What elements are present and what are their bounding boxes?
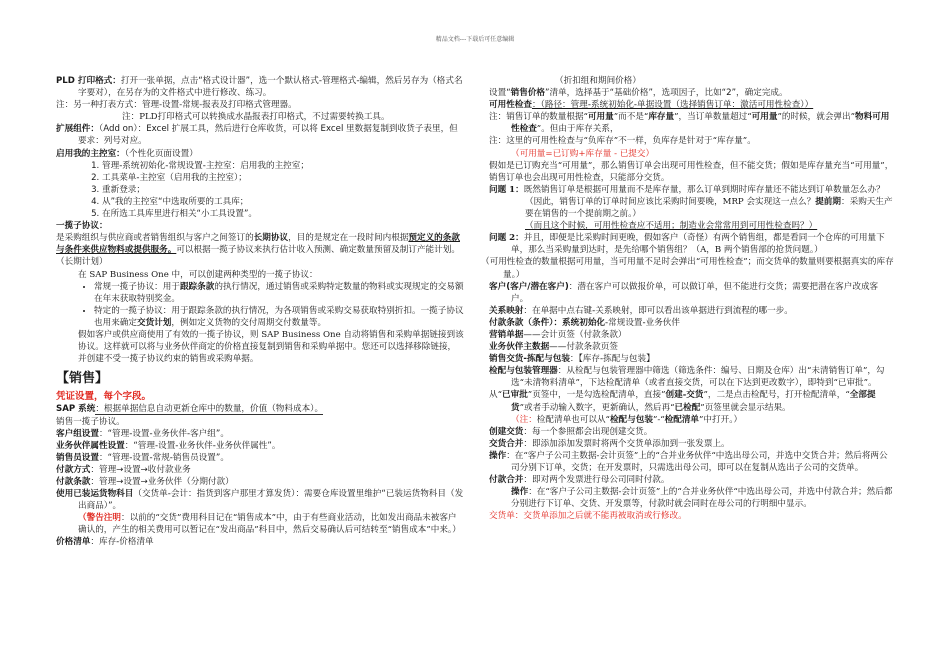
agreement-type-bold: 交货计划 <box>136 317 172 328</box>
home-steps-list <box>56 160 464 220</box>
sales-price-pre: 设置“ <box>489 88 511 99</box>
sales-item-text: ：管理→设置→业务伙伴（分期付款） <box>90 477 234 487</box>
sap-label: SAP 系统 <box>56 404 96 415</box>
sales-item-label: 销售员设置 <box>56 452 99 463</box>
pick-note-post: ”中打开。） <box>699 414 743 425</box>
home-step: 5. 在所选工具库里进行相关“小工具设置”。 <box>102 208 464 220</box>
sales-section-title: 【销售】 <box>56 371 109 387</box>
agreement-label: 一揽子协议： <box>56 221 108 232</box>
bp-master-line <box>489 341 894 353</box>
agreement-type-item <box>94 305 464 329</box>
from-bold: 全部提货 <box>511 390 876 413</box>
question-1-answer <box>489 196 894 220</box>
marketing-label: 营销单据 <box>489 329 524 340</box>
agreement-types-list <box>56 281 464 329</box>
pld-paragraph <box>56 75 464 99</box>
agreement-text-2: ，目的是规定在一段时间内根据 <box>288 233 409 244</box>
delivery-final-note: 交货单：交货单添加之后就不能再被取消或行修改。 <box>489 511 687 522</box>
agreement-definition <box>56 232 464 268</box>
sap-system-line <box>56 403 464 415</box>
note2-red: （可用量=已订购+库存量 - 已提交） <box>511 148 655 159</box>
pick-manager-text: ：从检配与包装管理器中筛选（筛选条件：编号、日期及仓库）出“未清销售订单”，勾选“未清物料清单”，下达检配清单（或者直接交货，可以在下达到更改数字），即特到“已审批”。 <box>511 366 885 389</box>
bp-label: 业务伙伴主数据 <box>489 342 550 353</box>
page-header: 精品文档---下载后可任意编辑 <box>435 36 515 43</box>
pld-text: 打开一张单据，点击“格式设计器”，选一个默认格式-管理格式-编辑，然后另存为（格式名字要对），在另存为的文件格式中进行修改、练习。 <box>78 76 463 99</box>
create-delivery-label: 创建交货 <box>489 426 524 437</box>
sales-item <box>56 416 464 428</box>
payment-terms-line <box>489 317 894 329</box>
pick-list-note <box>489 414 894 426</box>
payment-terms-label: 付款条款（条件）： <box>489 317 563 328</box>
pick-note-bold: 检配清单 <box>664 414 700 425</box>
from-bold: 创建-交货 <box>665 390 704 401</box>
sales-item-text: ：“管理-设置-业务伙伴-客户组”。 <box>98 428 229 439</box>
answer-post: ：采购天生产要在销售的一个提前期之前。） <box>525 196 893 220</box>
relation-label: 关系映射 <box>489 305 524 316</box>
agreement-type-bold: 跟踪条款 <box>179 281 215 292</box>
pick-label: 销售交货-拣配与包装 <box>489 354 570 365</box>
left-column <box>56 75 464 549</box>
pick-note-bold: 检配与包装 <box>609 414 653 425</box>
relation-text: ：在单据中点右键-关系映射，即可以看出该单据进行到流程的哪一步。 <box>523 305 793 316</box>
sales-item <box>56 464 464 476</box>
home-step: 3. 重新登录； <box>102 184 464 196</box>
note-bold: 物料可用性检查 <box>511 112 890 135</box>
note-mid: ”的时候，就会弹出” <box>777 112 855 123</box>
marketing-docs-line <box>489 329 894 341</box>
sales-item <box>56 452 464 464</box>
question-2-text: 并且，即便是比采购时间更晚，假如客户（奇怪）有两个销售组，都是看同一个仓库的可用量下单，那么当采购量到达时，是先给哪个销售组？（A，B 两个销售部的抢货问题。） <box>511 233 885 256</box>
operation-text: ：在“客户子公司主数据-会计页签”上的“合并业务伙伴“中选出母公司，并选中交货合并；然后将两公司分别下订单，交货；在开发票时，只需选出母公司，即可以在复制从选出子公司的交货单。 <box>506 450 888 473</box>
question-2 <box>489 232 894 256</box>
relation-map-line <box>489 305 894 317</box>
right-column <box>481 75 894 522</box>
home-label: 启用我的主控室： <box>56 148 125 159</box>
pld-label: PLD 打印格式： <box>56 76 121 86</box>
answer-bold: 提前期 <box>815 196 841 207</box>
hypothesis-note: 假如是已订购充当“可用量”，那么销售订单会出现可用性检查，但不能交货；假如是库存量充当“可用量”，销售订单也会出现可用性检查，只能部分交货。 <box>489 160 894 183</box>
extension-text: （Add on）：Excel 扩展工具，然后进行仓库收货，可以将 Excel 里数据复制到收货子表里，但要求：列号对应。 <box>78 124 458 147</box>
sales-item-label: 付款条款 <box>56 477 91 487</box>
price-label: 价格清单 <box>56 537 91 548</box>
create-delivery-line <box>489 426 894 438</box>
negative-stock-note <box>489 135 894 159</box>
pick-pack-line <box>489 353 894 365</box>
from-mid: ”，二是点击检配号，打开检配清单，“ <box>703 390 850 401</box>
sales-price-line <box>489 87 894 99</box>
availability-line <box>489 99 894 111</box>
home-step: 4. 从”我的主控室“中选取所要的工具库； <box>102 196 464 208</box>
caution-note <box>56 512 464 536</box>
note-bold: 可用量 <box>587 112 614 123</box>
create-delivery-text: ：每一个参照都会出现创建交货。 <box>523 426 653 437</box>
sales-item-text: 销售一揽子协议。 <box>56 416 125 427</box>
price-text: ：库存-价格清单 <box>90 537 154 548</box>
pick-manager-label: 检配与包装管理器 <box>489 366 558 377</box>
availability-label: 可用性检查 <box>489 100 532 111</box>
note-bold: 库存量 <box>648 112 675 123</box>
agreement-type-post: ，例如定义货物的交付周期交付数量等。 <box>171 317 327 328</box>
bp-text: ——付款条款页签 <box>549 342 618 353</box>
sales-item <box>56 440 464 452</box>
question-1 <box>489 184 894 196</box>
from-mid: ”或者手动输入数字，更新确认，然后再“ <box>519 402 675 413</box>
operation-line <box>489 450 894 474</box>
operation-2-line <box>489 486 894 510</box>
customer-line <box>489 281 894 305</box>
from-post: ”页签里就会显示结果。 <box>700 402 791 413</box>
sales-price-post: ”清单，选择基于“基础价格”，选项因子，比如“2”，确定完成。 <box>545 88 788 99</box>
note-pld-crystal: 注：PLD打印格式可以转换成水晶报表打印格式，不过需要转换工具。 <box>122 112 390 123</box>
caution-text: ：以前的“交货”费用科目记在“销售成本”中，由于有些商业活动，比如发出商品未被客户确认的，产生的相关费用可以暂记在“发出商品”科目中，然后交易确认后可结转至“销售成本”中来。） <box>78 513 461 536</box>
note-mid: ”，当订单数量超过“ <box>674 112 752 123</box>
note-bold: 可用量 <box>751 112 778 123</box>
from-pre: 从“ <box>489 390 502 401</box>
operation-label: 操作 <box>489 450 507 461</box>
extension-paragraph <box>56 123 464 147</box>
pick-note-text: 检配清单也可以从“ <box>536 414 610 425</box>
answer-pre: （因此，销售订单的订单时间应该比采购时间要晚，MRP 会实现这一点么？ <box>525 196 816 207</box>
sales-item-label: 付款方式 <box>56 464 91 475</box>
payment-merge-label: 付款合并 <box>489 475 524 486</box>
caution-label: （警告注明 <box>78 513 121 524</box>
note-mid: ”而不是“ <box>613 112 649 123</box>
agreement-text-3: 可以根据一揽子协议来执行估计收入预测、确定数量预留及制订产能计划。（长期计划） <box>56 245 460 268</box>
marketing-text: ——会计页签（付款条款） <box>523 329 627 340</box>
discount-group-line: （折扣组和期间价格） <box>555 76 641 86</box>
delivery-merge-line <box>489 438 894 450</box>
sales-item-label: 客户组设置 <box>56 428 99 439</box>
question-1-label: 问题 1： <box>489 184 524 195</box>
pick-text: ：【库存-拣配与包装】 <box>569 354 655 365</box>
approved-tab-line <box>489 389 894 413</box>
sales-item-label: 业务伙伴属性设置 <box>56 440 125 451</box>
question-1-text: 既然销售订单是根据可用量而不是库存量，那么订单到期时库存量还不能达到订单数量怎么办？ <box>523 184 885 195</box>
home-step: 2. 工具菜单-主控室（启用我的主控室）； <box>102 172 464 184</box>
from-mid: ”页签中，一是勾选检配清单，直接” <box>527 390 666 401</box>
sales-item <box>56 476 464 488</box>
question-2-label: 问题 2： <box>489 233 524 244</box>
agreement-type-item <box>94 281 464 305</box>
agreement-tail: 假如客户或供应商使用了有效的一揽子协议，则 SAP Business One 自动将销售和采购单据链接到该协议。这样就可以将与业务伙伴商定的价格直接复制到销售和采购单据中。您还可以选择移除链接，并创建不受一揽子协议约束的销售或采购单据。 <box>78 329 464 365</box>
agreement-type-pre: 特定的一揽子协议：用于跟踪条款的执行情况，为各项销售或采购交易获取特别折扣。一揽子协议也用来确定 <box>94 305 464 328</box>
pick-manager-line <box>489 365 894 389</box>
agreement-type-post: 的执行情况，通过销售或采购特定数量的物料或实现规定的交易额在年末获取特别奖金。 <box>94 281 464 304</box>
extension-label: 扩展组件： <box>56 124 99 135</box>
sales-item-text: ：“管理-设置-常规-销售员设置”。 <box>98 452 229 463</box>
delivery-merge-label: 交货合并 <box>489 438 524 449</box>
home-text: （个性化页面设置） <box>124 148 198 159</box>
operation-2-text: ：在“客户子公司主数据-会计页签”上的“合并业务伙伴“中选出母公司，并选中付款合并；然后都分别进行下订单、交货、开发票等，付款时就会同时在母公司的行明细中显示。 <box>511 487 893 510</box>
agreement-bold-1: 长期协议 <box>253 233 289 244</box>
sales-item <box>56 488 464 512</box>
customer-label: 客户(客户/潜在客户) <box>489 281 569 292</box>
note-pre: 注：销售订单的数量根据“ <box>489 112 588 123</box>
sales-item-label: 使用已装运货物科目 <box>56 489 134 500</box>
payment-merge-text: ：即对两个发票进行母公司同时付款。 <box>523 475 670 486</box>
note2-text: 注：这里的可用性检查与“负库存”不一样，负库存是针对于“库存量”。 <box>489 136 756 147</box>
cert-setting-title: 凭证设置，每个字段。 <box>56 391 152 403</box>
sales-price-bold: 销售价格 <box>510 88 546 99</box>
question-2-note: （可用性检查的数量根据可用量，当可用量不足时会弹出“可用性检查”；而交货单的数量则要根据真实的库存量。） <box>481 257 894 280</box>
sales-item-text: ：管理→设置→收付款业务 <box>90 464 191 475</box>
delivery-merge-text: ：即添加添加发票时将两个交货单添加到一张发票上。 <box>523 438 730 449</box>
pick-note-red: （注： <box>511 414 537 425</box>
payment-merge-line <box>489 474 894 486</box>
note-post: ”。但由于库存关系， <box>536 124 619 135</box>
agreement-bold-2: 预定义的条款与条件来供应物料或提供服务。 <box>56 233 460 256</box>
availability-note <box>489 111 894 135</box>
sales-item-text: （交货单-会计：指货到客户那里才算发货）：需要仓库设置里维护“已装运货物科目（发出商品）”。 <box>78 489 464 512</box>
customer-text: ：潜在客户可以做报价单，可以做订单，但不能进行交货；需要把潜在客户改成客户。 <box>511 281 879 304</box>
agreement-intro: 在 SAP Business One 中，可以创建两种类型的一揽子协议： <box>78 269 318 280</box>
operation-2-label: 操作 <box>511 487 529 498</box>
agreement-text-1: 是采购组织与供应商或者销售组织与客户之间签订的 <box>56 233 254 244</box>
payment-terms-bold: 系统初始化 <box>562 317 606 328</box>
sales-item-text: ：“管理-设置-业务伙伴-业务伙伴属性”。 <box>124 440 281 451</box>
from-bold: 已检配 <box>674 402 701 413</box>
payment-terms-text: -常规设置-业务伙伴 <box>605 317 680 328</box>
agreement-type-pre: 常规一揽子协议：用于 <box>94 281 180 292</box>
price-list-line <box>56 536 464 548</box>
note-print-alt: 注：另一种打表方式：管理-设置-常规-报表及打印格式管理器。 <box>56 100 297 111</box>
home-heading <box>56 148 464 160</box>
from-bold: 已审批 <box>502 390 528 401</box>
sales-item <box>56 428 464 440</box>
availability-text: ：（路径：管理-系统初始化-单据设置（选择销售订单：激活可用性检查）） <box>531 100 814 111</box>
sap-text: ：根据单据信息自动更新仓库中的数量，价值（物料成本）。 <box>95 404 324 415</box>
home-step: 1. 管理-系统初始化-常规设置-主控室：启用我的主控室； <box>102 160 464 172</box>
pick-note-mid: ”-“ <box>652 414 665 425</box>
question-1-answer-2: （而且这个时候，可用性检查应不适用；制造业会常常用到可用性检查吗？） <box>525 221 818 232</box>
